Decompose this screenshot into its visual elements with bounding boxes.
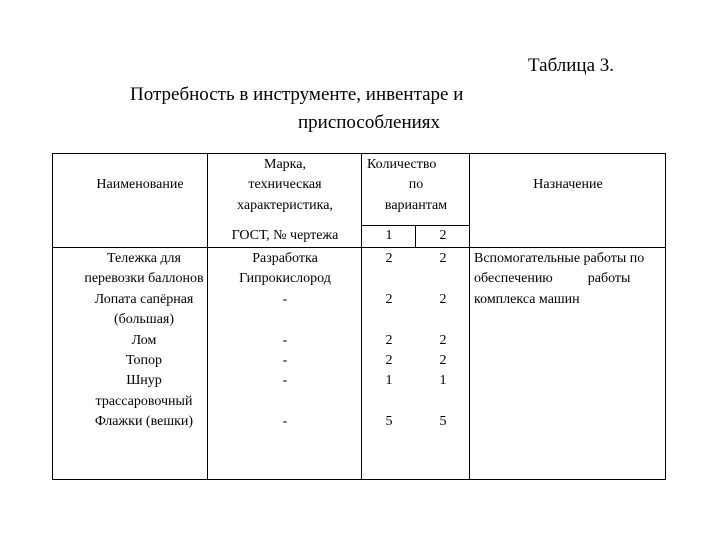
header-variant-1: 1 bbox=[385, 228, 393, 243]
row-name: перевозки баллонов bbox=[84, 271, 204, 287]
row-variant-2: 2 bbox=[439, 353, 447, 368]
row-brand: - bbox=[282, 373, 288, 389]
row-variant-1: 2 bbox=[385, 251, 393, 266]
row-variant-1: 1 bbox=[385, 373, 393, 389]
header-brand-sub: ГОСТ, № чертежа bbox=[231, 228, 339, 243]
row-purpose: Вспомогательные работы по bbox=[474, 251, 645, 266]
header-name: Наименование bbox=[96, 177, 184, 192]
row-variant-1: 2 bbox=[385, 291, 393, 307]
table-number: Таблица 3. bbox=[528, 55, 615, 76]
row-name: Тележка для bbox=[107, 251, 181, 266]
row-name: Шнур bbox=[126, 373, 162, 389]
row-variant-2: 5 bbox=[439, 414, 447, 430]
row-purpose: комплекса машин bbox=[474, 291, 580, 307]
header-qty-line-2: по bbox=[408, 177, 424, 192]
row-brand: Разработка bbox=[252, 251, 318, 266]
table-title-line-2: приспособлениях bbox=[298, 112, 441, 133]
row-name: трассаровочный bbox=[95, 393, 193, 409]
row-name: (большая) bbox=[113, 312, 175, 328]
row-brand: - bbox=[282, 353, 288, 368]
row-purpose: обеспечению работы bbox=[474, 271, 631, 287]
row-variant-2: 1 bbox=[439, 373, 447, 389]
table-title-line-1: Потребность в инструменте, инвентаре и bbox=[130, 84, 464, 105]
row-variant-1: 2 bbox=[385, 353, 393, 368]
row-brand: - bbox=[282, 332, 288, 348]
row-name: Лом bbox=[131, 332, 157, 348]
row-variant-2: 2 bbox=[439, 291, 447, 307]
header-brand-line-1: Марка, bbox=[264, 157, 306, 172]
row-name: Топор bbox=[126, 353, 162, 368]
row-name: Лопата сапёрная bbox=[94, 291, 194, 307]
row-variant-2: 2 bbox=[439, 332, 447, 348]
row-brand: - bbox=[282, 414, 288, 430]
row-variant-1: 5 bbox=[385, 414, 393, 430]
row-variant-1: 2 bbox=[385, 332, 393, 348]
row-variant-2: 2 bbox=[439, 251, 447, 266]
header-qty-line-3: вариантам bbox=[384, 198, 448, 213]
header-brand-line-2: техническая bbox=[248, 177, 322, 192]
row-name: Флажки (вешки) bbox=[94, 414, 194, 430]
row-brand: - bbox=[282, 291, 288, 307]
header-variant-2: 2 bbox=[439, 228, 447, 243]
header-brand-line-3: характеристика, bbox=[237, 198, 333, 213]
row-brand: Гипрокислород bbox=[239, 271, 331, 287]
header-qty-line-1: Количество bbox=[367, 157, 437, 172]
header-purpose: Назначение bbox=[533, 177, 603, 192]
